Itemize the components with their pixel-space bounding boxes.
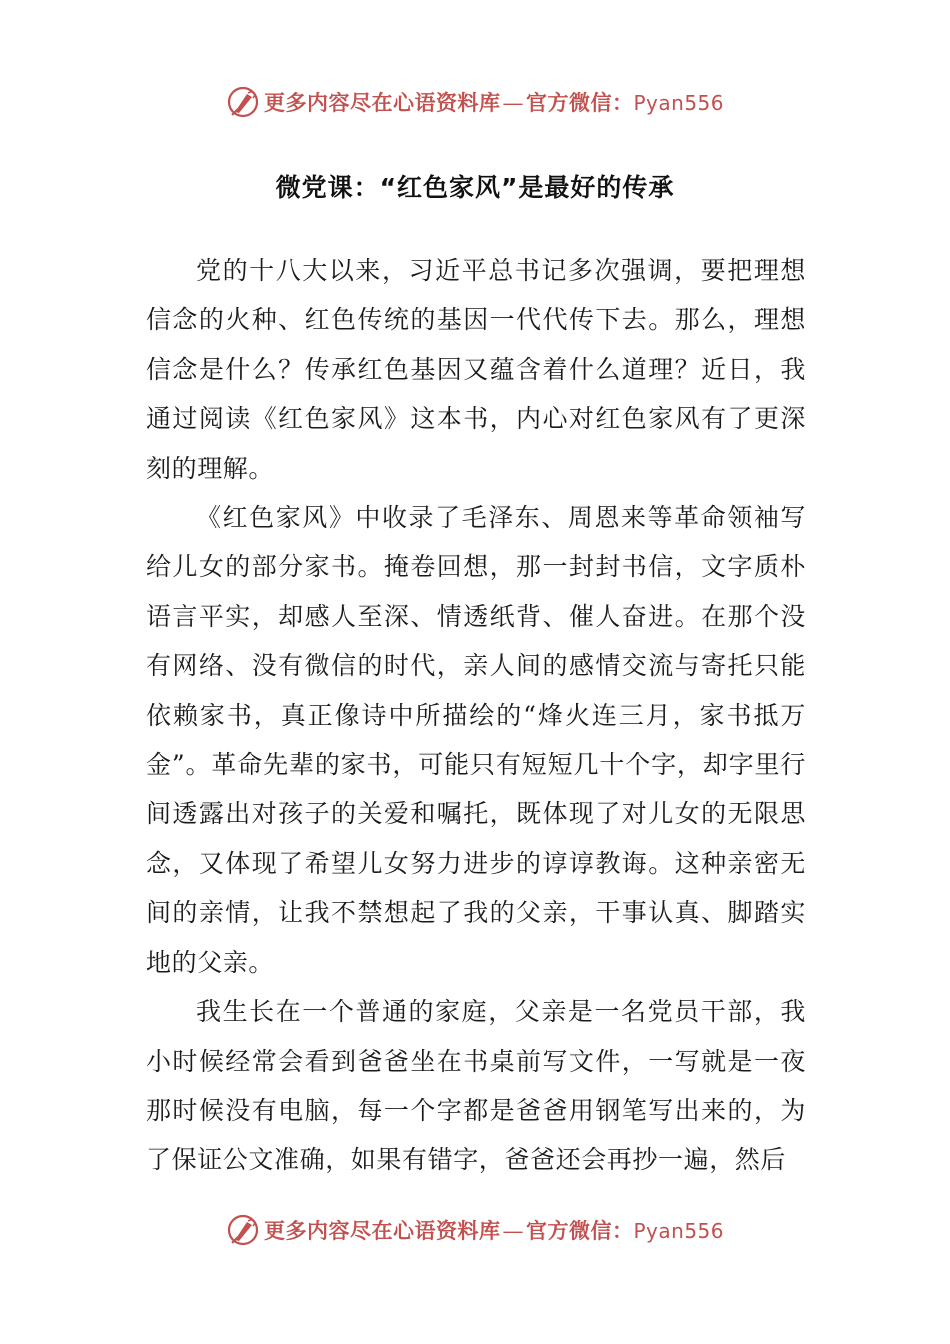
paragraph: 我生长在一个普通的家庭，父亲是一名党员干部，我小时候经常会看到爸爸坐在书桌前写文件，一写就是一夜那时候没有电脑，每一个字都是爸爸用钢笔写出来的，为了保证公文准确，如果有错字，爸爸还会再抄一遍，然后 (146, 997, 806, 1175)
document-title: 微党课：“红色家风”是最好的传承 (275, 173, 675, 202)
footer-watermark (0, 1208, 950, 1252)
quill-pen-icon (226, 85, 260, 119)
quill-pen-icon (226, 1213, 260, 1247)
header-watermark (0, 80, 950, 124)
paragraph: 党的十八大以来，习近平总书记多次强调，要把理想信念的火种、红色传统的基因一代代传下去。那么，理想信念是什么？传承红色基因又蕴含着什么道理？近日，我通过阅读《红色家风》这本书，内心对红色家风有了更深刻的理解。 (146, 256, 806, 483)
paragraph: 《红色家风》中收录了毛泽东、周恩来等革命领袖写给儿女的部分家书。掩卷回想，那一封封书信，文字质朴语言平实，却感人至深、情透纸背、催人奋进。在那个没有网络、没有微信的时代，亲人间的感情交流与寄托只能依赖家书，真正像诗中所描绘的“烽火连三月，家书抵万金”。革命先辈的家书，可能只有短短几十个字，却字里行间透露出对孩子的关爱和嘱托，既体现了对儿女的无限思念，又体现了希望儿女努力进步的谆谆教诲。这种亲密无间的亲情，让我不禁想起了我的父亲，干事认真、脚踏实地的父亲。 (146, 503, 806, 977)
document-body (146, 246, 806, 1185)
watermark-text: 更多内容尽在心语资料库—官方微信：Pyan556 (263, 90, 724, 115)
watermark-text: 更多内容尽在心语资料库—官方微信：Pyan556 (263, 1218, 724, 1243)
